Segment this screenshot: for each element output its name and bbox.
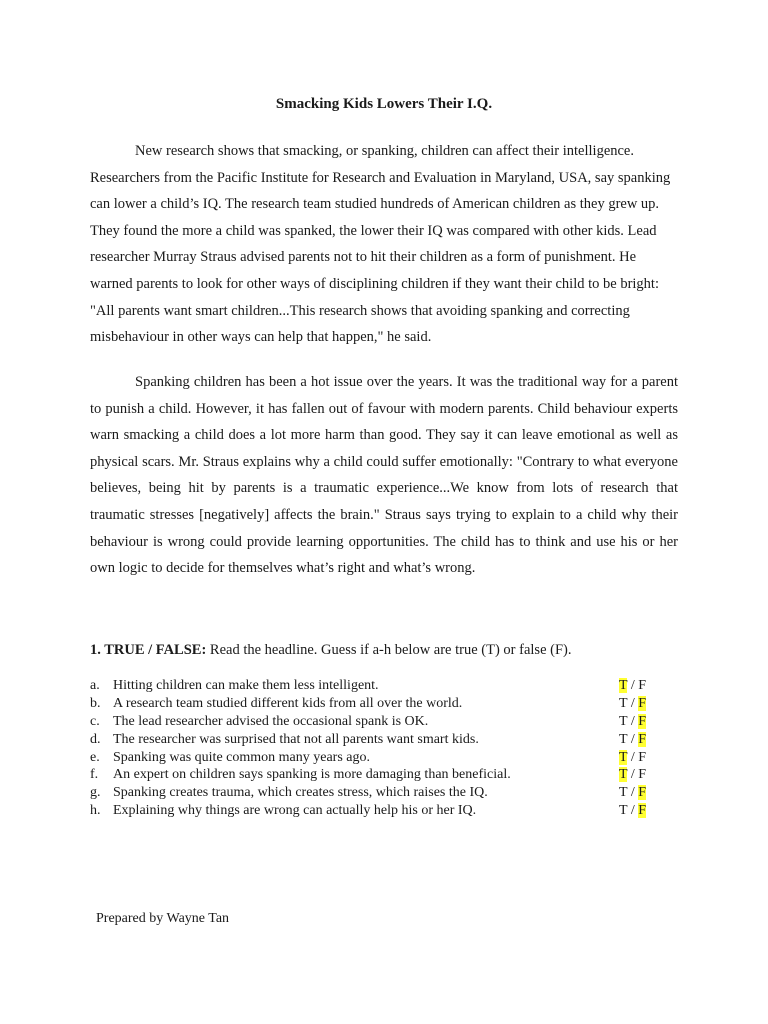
answer-choice	[619, 784, 646, 802]
true-option: T	[619, 785, 628, 801]
item-letter: a.	[90, 678, 100, 693]
false-option: F	[638, 695, 646, 711]
true-option: T	[619, 749, 628, 765]
true-option: T	[619, 767, 628, 783]
answer-choice	[619, 731, 646, 749]
item-letter: d.	[90, 731, 101, 747]
option-separator: /	[627, 678, 639, 693]
false-option: F	[638, 713, 646, 729]
false-option: F	[638, 678, 646, 693]
answer-choice	[619, 766, 646, 784]
item-statement: Spanking was quite common many years ago.	[113, 749, 371, 765]
option-separator: /	[627, 785, 639, 801]
option-separator: /	[627, 803, 639, 819]
true-option: T	[619, 678, 628, 693]
exercise-instruction: Read the headline. Guess if a-h below are true (T) or false (F).	[209, 642, 572, 658]
true-option: T	[619, 731, 628, 747]
item-letter: c.	[90, 713, 100, 729]
item-letter: f.	[90, 767, 99, 783]
list-item	[90, 731, 670, 749]
item-statement: A research team studied different kids from all over the world.	[113, 695, 463, 711]
item-statement: An expert on children says spanking is more damaging than beneficial.	[113, 767, 511, 783]
list-item	[90, 677, 670, 695]
exercise-heading	[90, 642, 571, 659]
option-separator: /	[627, 731, 639, 747]
list-item	[90, 784, 670, 802]
footer-credit: Prepared by Wayne Tan	[96, 911, 230, 926]
false-option: F	[638, 767, 646, 783]
false-option: F	[638, 803, 646, 819]
false-option: F	[638, 749, 646, 765]
paragraph-1-text: New research shows that smacking, or spanking, children can affect their intelligence. Researchers from the Pacific Institute for Research and Evaluation in Maryland, USA, say spanking can lower a child’s IQ. The research team studied hundreds of American children as they grew up. They found the more a child was spanked, the lower their IQ was compared with other kids. Lead researcher Murray Straus advised parents not to hit their children as a form of punishment. He warned parents to look for other ways of disciplining children if they want their child to be bright: "All parents want smart children...This research shows that avoiding spanking and correcting misbehaviour in other ways can help that happen," he said.	[90, 143, 671, 346]
option-separator: /	[627, 713, 639, 729]
item-letter: g.	[90, 785, 101, 801]
paragraph-2-text: Spanking children has been a hot issue over the years. It was the traditional way for a parent to punish a child. However, it has fallen out of favour with modern parents. Child behaviour experts warn smacking a child does a lot more harm than good. They say it can leave emotional as well as physical scars. Mr. Straus explains why a child could suffer emotionally: "Contrary to what everyone believes, being hit by parents is a traumatic experience...We know from lots of research that traumatic stresses [negatively] affects the brain." Straus says trying to explain to a child why their behaviour is wrong could provide learning opportunities. The child has to think and use his or her own logic to decide for themselves what’s right and what’s wrong.	[90, 374, 678, 577]
item-statement: The researcher was surprised that not all parents want smart kids.	[113, 731, 479, 747]
paragraph-1	[90, 138, 678, 351]
false-option: F	[638, 731, 646, 747]
list-item	[90, 766, 670, 784]
answer-choice	[619, 802, 646, 820]
answer-choice	[619, 677, 646, 695]
item-letter: b.	[90, 695, 101, 711]
item-statement: Spanking creates trauma, which creates stress, which raises the IQ.	[113, 785, 488, 801]
true-option: T	[619, 695, 628, 711]
true-option: T	[619, 803, 628, 819]
list-item	[90, 802, 670, 820]
option-separator: /	[627, 695, 639, 711]
item-letter: h.	[90, 803, 101, 819]
item-statement: Hitting children can make them less intelligent.	[113, 678, 379, 693]
answer-choice	[619, 713, 646, 731]
answer-choice	[619, 749, 646, 767]
item-statement: The lead researcher advised the occasional spank is OK.	[113, 713, 429, 729]
item-letter: e.	[90, 749, 100, 765]
option-separator: /	[627, 767, 639, 783]
item-statement: Explaining why things are wrong can actually help his or her IQ.	[113, 803, 477, 819]
option-separator: /	[627, 749, 639, 765]
list-item	[90, 749, 670, 767]
exercise-number: 1. TRUE / FALSE:	[90, 642, 207, 658]
paragraph-2	[90, 369, 678, 582]
list-item	[90, 695, 670, 713]
list-item	[90, 713, 670, 731]
document-title: Smacking Kids Lowers Their I.Q.	[275, 96, 493, 112]
answer-choice	[619, 695, 646, 713]
true-option: T	[619, 713, 628, 729]
false-option: F	[638, 785, 646, 801]
true-false-list	[90, 677, 670, 820]
